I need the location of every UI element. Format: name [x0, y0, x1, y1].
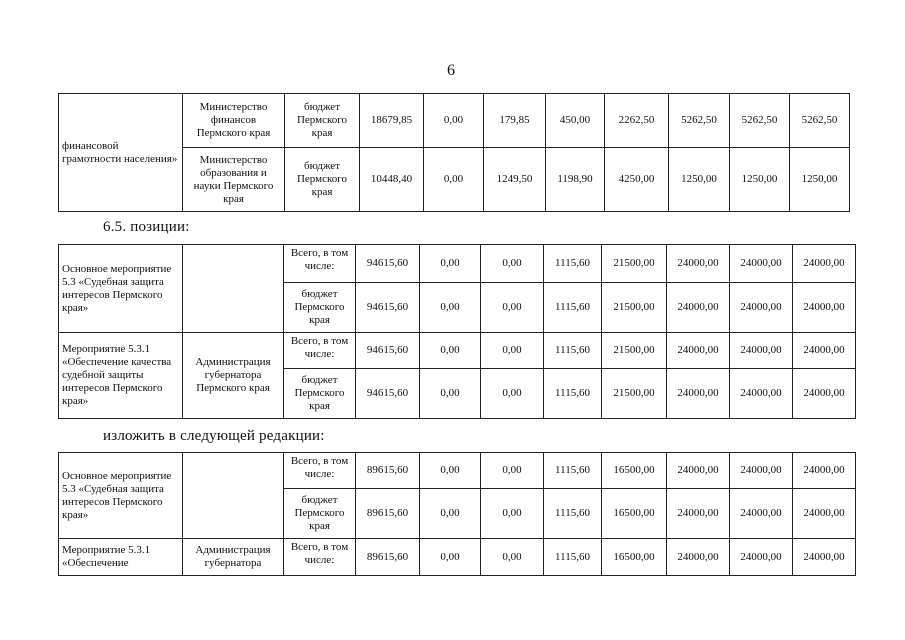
value-cell: 0,00 [420, 453, 481, 489]
value-cell: 24000,00 [730, 245, 793, 283]
value-cell: 0,00 [420, 333, 481, 369]
funding-source-cell: бюджет Пермского края [284, 489, 356, 539]
value-cell: 24000,00 [730, 489, 793, 539]
table-row [59, 453, 856, 489]
value-cell: 0,00 [420, 539, 481, 576]
funding-source-cell: бюджет Пермского края [285, 94, 360, 148]
organization-cell: Министерство образования и науки Пермского края [183, 148, 285, 212]
value-cell: 24000,00 [730, 539, 793, 576]
value-cell: 24000,00 [793, 539, 856, 576]
organization-cell [183, 245, 284, 333]
value-cell: 0,00 [424, 94, 484, 148]
value-cell: 1115,60 [544, 453, 602, 489]
value-cell: 94615,60 [356, 333, 420, 369]
table-row [59, 333, 856, 369]
value-cell: 4250,00 [605, 148, 669, 212]
funding-source-cell: бюджет Пермского края [284, 283, 356, 333]
value-cell: 2262,50 [605, 94, 669, 148]
value-cell: 0,00 [481, 283, 544, 333]
table-new-edition [58, 452, 856, 576]
value-cell: 0,00 [481, 489, 544, 539]
value-cell: 1250,00 [730, 148, 790, 212]
value-cell: 21500,00 [602, 333, 667, 369]
value-cell: 94615,60 [356, 283, 420, 333]
value-cell: 24000,00 [793, 369, 856, 419]
activity-name-cell: Основное мероприятие 5.3 «Судебная защита интересов Пермского края» [59, 245, 183, 333]
activity-name-cell: Основное мероприятие 5.3 «Судебная защита интересов Пермского края» [59, 453, 183, 539]
value-cell: 0,00 [481, 453, 544, 489]
section-heading-edition: изложить в следующей редакции: [103, 428, 325, 444]
value-cell: 16500,00 [602, 453, 667, 489]
value-cell: 5262,50 [730, 94, 790, 148]
activity-name-cell: Мероприятие 5.3.1 «Обеспечение качества судебной защиты интересов Пермского края» [59, 333, 183, 419]
value-cell: 24000,00 [667, 369, 730, 419]
table-row [59, 94, 850, 148]
value-cell: 94615,60 [356, 369, 420, 419]
organization-cell: Администрация губернатора Пермского края [183, 333, 284, 419]
value-cell: 24000,00 [667, 283, 730, 333]
value-cell: 1249,50 [484, 148, 546, 212]
value-cell: 18679,85 [360, 94, 424, 148]
value-cell: 24000,00 [730, 333, 793, 369]
value-cell: 24000,00 [667, 539, 730, 576]
activity-name-cell: Мероприятие 5.3.1 «Обеспечение [59, 539, 183, 576]
funding-source-cell: Всего, в том числе: [284, 333, 356, 369]
value-cell: 0,00 [420, 369, 481, 419]
funding-source-cell: бюджет Пермского края [285, 148, 360, 212]
value-cell: 24000,00 [793, 333, 856, 369]
value-cell: 24000,00 [730, 453, 793, 489]
organization-cell [183, 453, 284, 539]
table-row [59, 539, 856, 576]
value-cell: 1198,90 [546, 148, 605, 212]
value-cell: 1250,00 [669, 148, 730, 212]
value-cell: 0,00 [481, 539, 544, 576]
value-cell: 94615,60 [356, 245, 420, 283]
value-cell: 89615,60 [356, 489, 420, 539]
value-cell: 21500,00 [602, 283, 667, 333]
value-cell: 1115,60 [544, 369, 602, 419]
page-number: 6 [447, 62, 455, 79]
value-cell: 24000,00 [667, 453, 730, 489]
value-cell: 5262,50 [790, 94, 850, 148]
value-cell: 24000,00 [667, 245, 730, 283]
value-cell: 1115,60 [544, 539, 602, 576]
value-cell: 21500,00 [602, 369, 667, 419]
value-cell: 24000,00 [730, 283, 793, 333]
value-cell: 0,00 [481, 369, 544, 419]
value-cell: 10448,40 [360, 148, 424, 212]
value-cell: 1115,60 [544, 245, 602, 283]
value-cell: 1115,60 [544, 489, 602, 539]
value-cell: 24000,00 [793, 489, 856, 539]
value-cell: 0,00 [420, 245, 481, 283]
value-cell: 450,00 [546, 94, 605, 148]
value-cell: 0,00 [481, 333, 544, 369]
organization-cell: Министерство финансов Пермского края [183, 94, 285, 148]
value-cell: 89615,60 [356, 453, 420, 489]
value-cell: 89615,60 [356, 539, 420, 576]
value-cell: 24000,00 [793, 453, 856, 489]
table-current-positions [58, 244, 856, 419]
section-heading-positions: 6.5. позиции: [103, 219, 190, 235]
value-cell: 5262,50 [669, 94, 730, 148]
value-cell: 179,85 [484, 94, 546, 148]
value-cell: 0,00 [481, 245, 544, 283]
table-row [59, 245, 856, 283]
value-cell: 0,00 [420, 489, 481, 539]
value-cell: 1250,00 [790, 148, 850, 212]
value-cell: 24000,00 [793, 245, 856, 283]
value-cell: 24000,00 [667, 333, 730, 369]
value-cell: 24000,00 [793, 283, 856, 333]
value-cell: 1115,60 [544, 283, 602, 333]
funding-source-cell: Всего, в том числе: [284, 539, 356, 576]
value-cell: 16500,00 [602, 539, 667, 576]
value-cell: 16500,00 [602, 489, 667, 539]
activity-name-cell: финансовой грамотности населения» [59, 94, 183, 212]
table-finance-literacy [58, 93, 850, 212]
value-cell: 24000,00 [667, 489, 730, 539]
funding-source-cell: Всего, в том числе: [284, 453, 356, 489]
value-cell: 0,00 [420, 283, 481, 333]
value-cell: 21500,00 [602, 245, 667, 283]
funding-source-cell: Всего, в том числе: [284, 245, 356, 283]
value-cell: 24000,00 [730, 369, 793, 419]
funding-source-cell: бюджет Пермского края [284, 369, 356, 419]
organization-cell: Администрация губернатора [183, 539, 284, 576]
value-cell: 0,00 [424, 148, 484, 212]
value-cell: 1115,60 [544, 333, 602, 369]
